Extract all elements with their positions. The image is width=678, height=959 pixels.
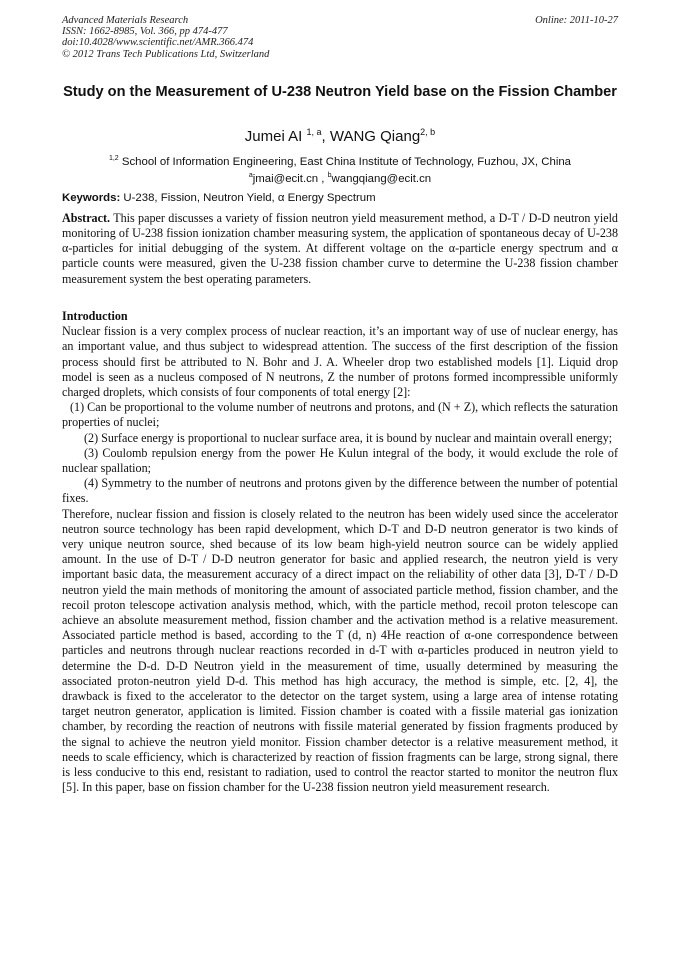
author-1-affil-mark: 1, a: [306, 127, 322, 137]
online-date: Online: 2011-10-27: [535, 15, 618, 26]
author-separator: ,: [321, 128, 326, 145]
email-line: [62, 169, 618, 186]
author-2: WANG Qiang: [329, 128, 421, 145]
list-item: (3) Coulomb repulsion energy from the power He Kulun integral of the body, it would exclude the role of nuclear spallation;: [62, 445, 618, 476]
affiliation-text: School of Information Engineering, East China Institute of Technology, Fuzhou, JX, China: [121, 156, 572, 168]
author-2-affil-mark: 2, b: [420, 127, 436, 137]
journal-name: Advanced Materials Research: [62, 15, 189, 26]
email-b: wangqiang@ecit.cn: [331, 173, 432, 185]
journal-header: [62, 15, 618, 60]
email-separator: ,: [318, 173, 328, 185]
issn-line: ISSN: 1662-8985, Vol. 366, pp 474-477: [62, 26, 228, 38]
author-line: [62, 122, 618, 147]
paragraph: Nuclear fission is a very complex process of nuclear reaction, it’s an important way of use of nuclear energy, has an important value, and thus subject to widespread attention. The success of the first description of the fission process should first be attributed to N. Bohr and J. A. Wheeler drop two established models [1]. Liquid drop model is seen as a nucleus composed of N neutrons, Z the number of protons formed incompressible uniformly charged droplets, which consists of four components of total energy [2]:: [62, 324, 618, 400]
list-item: (2) Surface energy is proportional to nuclear surface area, it is bound by nuclear and maintain overall energy;: [84, 430, 613, 445]
affiliation: [62, 152, 618, 186]
paper-title: Study on the Measurement of U-238 Neutron Yield base on the Fission Chamber: [63, 84, 617, 100]
author-1: Jumei AI: [244, 128, 303, 145]
list-item: (4) Symmetry to the number of neutrons and protons given by the difference between the number of potential fixes.: [62, 476, 618, 506]
email-a: jmai@ecit.cn: [252, 173, 319, 185]
abstract-label: Abstract.: [62, 211, 111, 225]
email-b-mark: b: [327, 172, 332, 179]
keywords: [62, 191, 618, 205]
affiliation-mark: 1,2: [108, 155, 119, 162]
copyright-line: © 2012 Trans Tech Publications Ltd, Switzerland: [62, 48, 270, 60]
paragraph: Therefore, nuclear fission and fission is closely related to the neutron has been widely used since the accelerator neutron source technology has been rapid development, which D-T and D-D neutron generator is two kinds of very unique neutron source, shed because of its low beam high-yield neutron source can be widely applied amount. In the use of D-T / D-D neutron generator for basic and applied research, the neutron yield is very important basic data, the measurement accuracy of a direct impact on the reliability of other data [3], D-T / D-D neutron yield the main methods of monitoring the amount of associated particle method, fission chamber, and the recoil proton telescope activation analysis method, which, with the particle method, recoil proton telescope can achieve an absolute measurement method, fission chamber and the activation method is a relative measurement. Associated particle method is based, according to the T (d, n) 4He reaction of α-one correspondence between particles and neutrons through nuclear reactions recorded in d-T with α-particles produced in neutron yield to determine the D-d. D-D Neutron yield in the measurement of time, usually determined by measuring the associated proton-neutron yield D-d. This method has high accuracy, the method is simple, etc. [2, 4], the drawback is fixed to the accelerator to the detector on the target system, using a large area of intense rotating target neutron generator, application is limited. Fission chamber is coated with a fissile material gas ionization chamber, by recording the reaction of neutrons with fissile material generated by fission fragments produced by the signal to achieve the neutron yield monitor. Fission chamber detector is a relative measurement method, it needs to scale efficiency, which is characterized by reaction of fission fragments can be large, strong signal, there is less conducive to this end, resistant to radiation, used to control the reactor started to monitor the neutron flux [5]. In this paper, base on fission chamber for the U-238 fission neutron yield measurement research.: [62, 506, 618, 795]
keywords-text: U-238, Fission, Neutron Yield, α Energy Spectrum: [123, 192, 376, 204]
doi-line: doi:10.4028/www.scientific.net/AMR.366.474: [62, 37, 254, 49]
section-heading: Introduction: [62, 309, 128, 323]
email-a-mark: a: [248, 172, 253, 179]
affiliation-line: [62, 152, 618, 169]
list-item: (1) Can be proportional to the volume number of neutrons and protons, and (N + Z), which reflects the saturation properties of nuclei;: [62, 400, 618, 430]
abstract: [62, 211, 618, 287]
keywords-label: Keywords:: [62, 192, 121, 204]
abstract-text: This paper discusses a variety of fission neutron yield measurement method, a D-T / D-D neutron yield monitoring of U-238 fission ionization chamber measuring system, the application of spontaneous decay of U-238 α-particles for initial debugging of the system. At different voltage on the α-particle energy spectrum and α particle counts were measured, given the U-238 fission chamber curve to determine the U-238 fission chamber measurement system the best operating parameters.: [62, 211, 618, 286]
introduction-section: [62, 309, 618, 796]
